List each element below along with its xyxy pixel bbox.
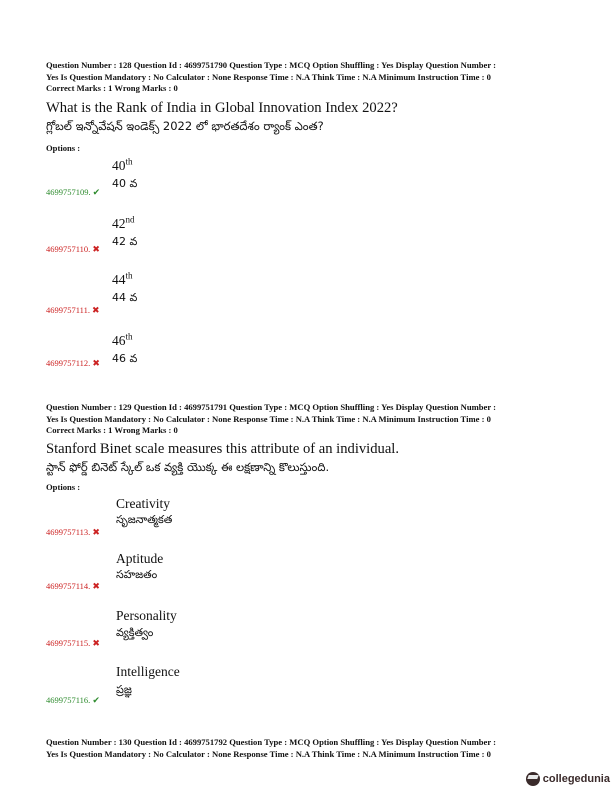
check-icon: ✔ <box>92 188 101 198</box>
option-telugu: సృజనాత్మకత <box>116 513 173 526</box>
question-text-telugu: స్టాన్ ఫోర్డ్ బినెట్ స్కేల్ ఒక వ్యక్తి యొక్క ఈ లక్షణాన్ని కొలుస్తుంది. <box>46 460 330 474</box>
logo-text: collegedunia <box>542 773 610 785</box>
question-text-english: What is the Rank of India in Global Innovation Index 2022? <box>46 100 398 116</box>
question-text-english: Stanford Binet scale measures this attribute of an individual. <box>46 441 400 457</box>
question-129-text <box>46 441 586 476</box>
collegedunia-logo <box>526 772 610 786</box>
option-number: 40th <box>112 156 133 173</box>
option-text: Personality <box>116 608 177 623</box>
option-text: Creativity <box>116 496 170 511</box>
question-128-meta <box>46 60 566 95</box>
meta-line: Yes Is Question Mandatory : No Calculator : None Response Time : N.A Think Time : N.A Minimum Instruction Time : 0 <box>46 413 491 424</box>
cross-icon: ✖ <box>92 359 100 369</box>
option-telugu: వ్యక్తిత్వం <box>116 626 154 639</box>
option-id-correct: 4699757109. ✔ <box>46 187 101 198</box>
option-id-wrong: 4699757111. ✖ <box>46 305 100 316</box>
meta-line: Question Number : 130 Question Id : 4699751792 Question Type : MCQ Option Shuffling : Yes Display Question Number : <box>46 737 497 747</box>
question-128-text <box>46 100 586 135</box>
meta-line: Question Number : 128 Question Id : 4699751790 Question Type : MCQ Option Shuffling : Yes Display Question Number : <box>46 60 497 70</box>
option-telugu: 46 వ <box>112 352 138 365</box>
meta-line: Question Number : 129 Question Id : 4699751791 Question Type : MCQ Option Shuffling : Yes Display Question Number : <box>46 402 497 412</box>
cross-icon: ✖ <box>92 245 100 255</box>
cross-icon: ✖ <box>92 306 100 316</box>
option-number: 42nd <box>112 214 135 231</box>
marks-line: Correct Marks : 1 Wrong Marks : 0 <box>46 425 178 435</box>
option-text: Intelligence <box>116 664 180 679</box>
meta-line: Yes Is Question Mandatory : No Calculator : None Response Time : N.A Think Time : N.A Minimum Instruction Time : 0 <box>46 748 491 759</box>
option-telugu: ప్రజ్ఞ <box>116 683 132 696</box>
option-telugu: 40 వ <box>112 177 138 190</box>
graduation-cap-icon <box>526 772 540 786</box>
option-id-wrong: 4699757115. ✖ <box>46 638 100 649</box>
option-id-correct: 4699757116. ✔ <box>46 695 100 706</box>
option-telugu: సహజతం <box>116 568 158 581</box>
question-text-telugu: గ్లోబల్ ఇన్నోవేషన్ ఇండెక్స్ 2022 లో భారతదేశం ర్యాంక్ ఎంత? <box>46 119 324 133</box>
cross-icon: ✖ <box>92 528 100 538</box>
question-130-meta <box>46 737 566 760</box>
options-label: Options : <box>46 143 81 153</box>
option-id-wrong: 4699757112. ✖ <box>46 358 100 369</box>
cross-icon: ✖ <box>92 639 100 649</box>
marks-line: Correct Marks : 1 Wrong Marks : 0 <box>46 83 178 93</box>
options-label: Options : <box>46 482 81 492</box>
option-number: 44th <box>112 270 133 287</box>
option-id-wrong: 4699757114. ✖ <box>46 581 100 592</box>
option-id-wrong: 4699757113. ✖ <box>46 527 100 538</box>
check-icon: ✔ <box>92 696 100 706</box>
option-telugu: 44 వ <box>112 291 138 304</box>
cross-icon: ✖ <box>92 582 100 592</box>
option-number: 46th <box>112 331 133 348</box>
option-id-wrong: 4699757110. ✖ <box>46 244 100 255</box>
meta-line: Yes Is Question Mandatory : No Calculator : None Response Time : N.A Think Time : N.A Minimum Instruction Time : 0 <box>46 71 491 82</box>
question-129-meta <box>46 402 566 437</box>
option-telugu: 42 వ <box>112 235 138 248</box>
option-text: Aptitude <box>116 551 164 566</box>
